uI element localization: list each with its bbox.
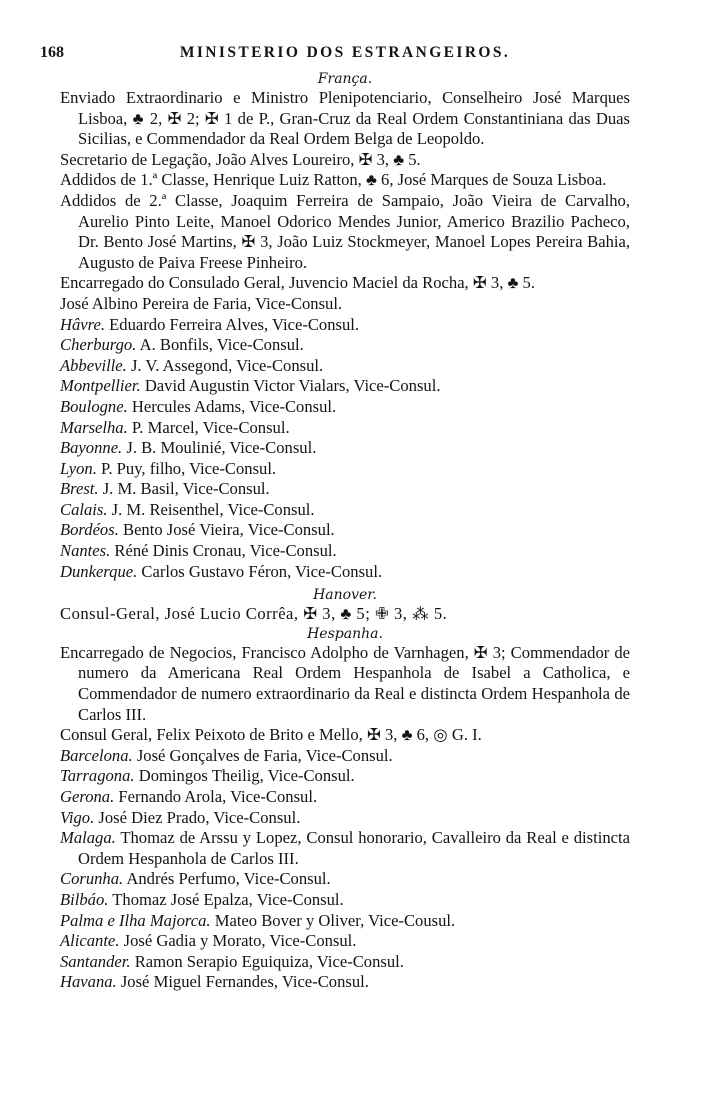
entry-text: J. M. Reisenthel, Vice-Consul. xyxy=(111,499,315,519)
entry-dunkerque xyxy=(60,562,630,583)
entry-bayonne xyxy=(60,438,630,459)
entry-consul-geral-hanover: Consul-Geral, José Lucio Corrêa, ✠ 3, ♣ 5; ✙ 3, ⁂ 5. xyxy=(60,604,448,624)
place-name: Boulogne. xyxy=(60,396,128,416)
entry-malaga xyxy=(60,828,630,869)
place-name: Cherburgo. xyxy=(60,335,137,355)
entry-abbeville xyxy=(60,356,630,377)
entry-text: David Augustin Victor Vialars, Vice-Consul. xyxy=(144,376,441,396)
place-name: Brest. xyxy=(60,479,99,499)
entry-text: Hercules Adams, Vice-Consul. xyxy=(131,396,337,416)
entry-palma xyxy=(60,911,630,932)
entry-text: J. B. Moulinié, Vice-Consul. xyxy=(126,438,317,458)
entry-text: Ramon Serapio Eguiquiza, Vice-Consul. xyxy=(134,951,404,971)
entry-cherburgo xyxy=(60,335,630,356)
entry-encarregado-negocios: Encarregado de Negocios, Francisco Adolpho de Varnhagen, ✠ 3; Commendador de numero da Americana Real Ordem Hespanhola de Isabel a Catholica, e Commendador de numero extraordinario da Real e distincta Ordem Hespanhola de Carlos III. xyxy=(60,642,630,724)
place-name: Bayonne. xyxy=(60,438,123,458)
place-name: Dunkerque. xyxy=(60,561,138,581)
section-heading-hespanha: Hespanha. xyxy=(307,625,383,642)
entry-calais xyxy=(60,500,630,521)
entry-consul-geral-hespanha: Consul Geral, Felix Peixoto de Brito e Mello, ✠ 3, ♣ 6, ◎ G. I. xyxy=(60,725,482,745)
entry-text: Thomaz de Arssu y Lopez, Consul honorario, Cavalleiro da Real e distincta Ordem Hespanhola de Carlos III. xyxy=(78,828,630,868)
running-head: MINISTERIO DOS ESTRANGEIROS. xyxy=(179,44,511,61)
place-name: Hâvre. xyxy=(60,314,106,334)
entry-text: José Gadia y Morato, Vice-Consul. xyxy=(123,931,357,951)
entry-text: J. V. Assegond, Vice-Consul. xyxy=(130,355,324,375)
entry-text: Carlos Gustavo Féron, Vice-Consul. xyxy=(141,561,383,581)
entry-vigo xyxy=(60,808,630,829)
entry-addidos-2-classe: Addidos de 2.ª Classe, Joaquim Ferreira de Sampaio, João Vieira de Carvalho, Aurelio Pinto Leite, Manoel Odorico Mendes Junior, Americo Brazilio Pacheco, Dr. Bento José Martins, ✠ 3, João Luiz Stockmeyer, Manoel Lopes Pereira Bahia, Augusto de Paiva Freese Pinheiro. xyxy=(60,190,630,272)
entry-nantes xyxy=(60,541,630,562)
entry-havre xyxy=(60,315,630,336)
entry-lyon xyxy=(60,459,630,480)
place-name: Marselha. xyxy=(60,417,128,437)
entry-addidos-1-classe: Addidos de 1.ª Classe, Henrique Luiz Ratton, ♣ 6, José Marques de Souza Lisboa. xyxy=(60,170,607,190)
entry-brest xyxy=(60,479,630,500)
place-name: Bilbáo. xyxy=(60,889,109,909)
entry-text: Mateo Bover y Oliver, Vice-Cousul. xyxy=(214,910,456,930)
place-name: Santander. xyxy=(60,951,131,971)
entry-tarragona xyxy=(60,766,630,787)
entry-text: P. Puy, filho, Vice-Consul. xyxy=(101,458,277,478)
place-name: Lyon. xyxy=(60,458,97,478)
entry-text: Bento José Vieira, Vice-Consul. xyxy=(123,520,335,540)
entry-marselha xyxy=(60,418,630,439)
place-name: Nantes. xyxy=(60,541,111,561)
entry-boulogne xyxy=(60,397,630,418)
entry-text: José Gonçalves de Faria, Vice-Consul. xyxy=(136,745,393,765)
place-name: Corunha. xyxy=(60,869,124,889)
entry-text: A. Bonfils, Vice-Consul. xyxy=(139,335,304,355)
entry-text: Eduardo Ferreira Alves, Vice-Consul. xyxy=(109,314,360,334)
entry-alicante xyxy=(60,931,630,952)
entry-santander xyxy=(60,952,630,973)
entry-text: Andrés Perfumo, Vice-Consul. xyxy=(126,869,331,889)
place-name: Malaga. xyxy=(60,828,116,848)
entry-text: Domingos Theilig, Vice-Consul. xyxy=(138,766,355,786)
page-number: 168 xyxy=(40,44,64,61)
place-name: Calais. xyxy=(60,499,108,519)
entry-text: J. M. Basil, Vice-Consul. xyxy=(102,479,270,499)
section-heading-hanover: Hanover. xyxy=(313,587,377,604)
entry-barcelona xyxy=(60,746,630,767)
entry-text: P. Marcel, Vice-Consul. xyxy=(131,417,290,437)
entry-secretario-legacao: Secretario de Legação, João Alves Loureiro, ✠ 3, ♣ 5. xyxy=(60,149,421,169)
place-name: Bordéos. xyxy=(60,520,119,540)
entry-text: Fernando Arola, Vice-Consul. xyxy=(118,787,318,806)
entry-corunha xyxy=(60,869,630,890)
entry-text: Thomaz José Epalza, Vice-Consul. xyxy=(112,889,344,909)
entry-bilbao xyxy=(60,890,630,911)
place-name: Tarragona. xyxy=(60,766,135,786)
place-name: Havana. xyxy=(60,972,117,992)
place-name: Abbeville. xyxy=(60,355,127,375)
place-name: Montpellier. xyxy=(60,376,141,396)
entry-text: José Miguel Fernandes, Vice-Consul. xyxy=(120,972,369,992)
section-heading-franca: França. xyxy=(317,71,373,87)
entry-enviado-extraordinario: Enviado Extraordinario e Ministro Plenipotenciario, Conselheiro José Marques Lisboa, ♣ 2, ✠ 2; ✠ 1 de P., Gran-Cruz da Real Ordem Constantiniana das Duas Sicilias, e Commendador da Real Ordem Belga de Leopoldo. xyxy=(60,88,630,149)
entry-encarregado-consulado: Encarregado do Consulado Geral, Juvencio Maciel da Rocha, ✠ 3, ♣ 5. xyxy=(60,273,535,293)
entry-havana xyxy=(60,972,630,993)
place-name: Barcelona. xyxy=(60,745,133,765)
entry-text: Réné Dinis Cronau, Vice-Consul. xyxy=(114,541,337,561)
place-name: Vigo. xyxy=(60,807,95,827)
entry-bordeos xyxy=(60,520,630,541)
entry-jose-albino: José Albino Pereira de Faria, Vice-Consul. xyxy=(60,293,343,313)
place-name: Alicante. xyxy=(60,931,120,951)
entry-montpellier xyxy=(60,376,630,397)
page-header xyxy=(40,44,630,70)
place-name: Gerona. xyxy=(60,787,115,806)
place-name: Palma e Ilha Majorca. xyxy=(60,910,211,930)
entry-text: José Diez Prado, Vice-Consul. xyxy=(98,807,301,827)
entry-gerona xyxy=(60,787,630,808)
